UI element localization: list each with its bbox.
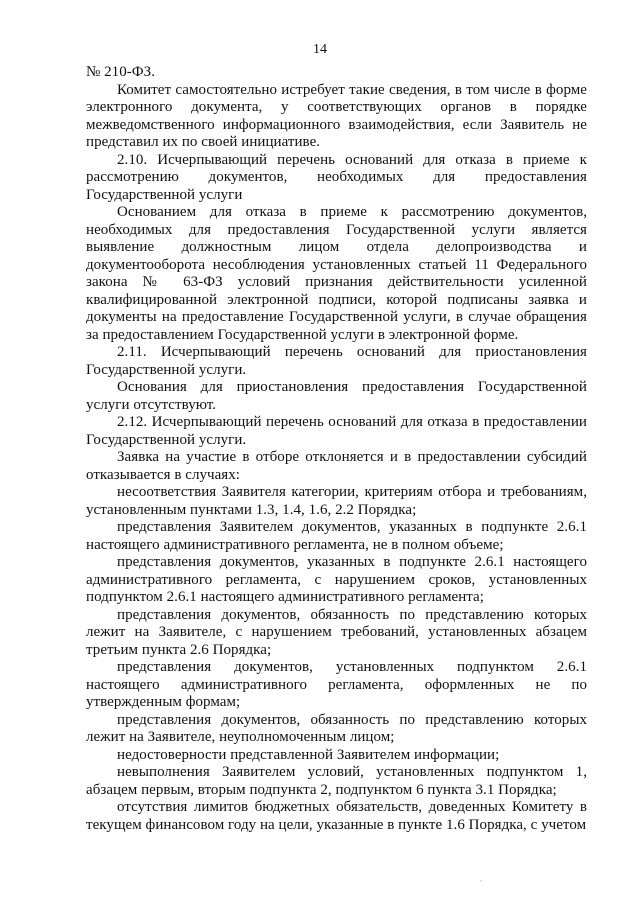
- paragraph-committee-requests-info: Комитет самостоятельно истребует такие сведения, в том числе в форме электронного документа, у соответствующих органов в порядке межведомственного информационного взаимодействия, если Заявитель не представил их по своей инициативе.: [86, 81, 587, 150]
- list-item-incomplete-documents: представления Заявителем документов, указанных в подпункте 2.6.1 настоящего административного регламента, не в полном объеме;: [86, 519, 587, 553]
- paragraph-2-11-heading: 2.11. Исчерпывающий перечень оснований для приостановления Государственной услуги.: [86, 344, 587, 378]
- page-number: 14: [313, 42, 327, 57]
- list-item-late-documents: представления документов, указанных в подпункте 2.6.1 настоящего административного регламента, с нарушением сроков, установленных подпунктом 2.6.1 настоящего административного регламента;: [86, 554, 587, 605]
- paragraph-2-10-body: Основанием для отказа в приеме к рассмотрению документов, необходимых для предоставления Государственной услуги является выявление должностным лицом отдела делопроизводства и документооборота несоблюдения установленных статьей 11 Федерального закона № 63-ФЗ условий признания действительности усиленной квалифицированной электронной подписи, которой подписаны заявка и документы на предоставление Государственной услуги, в случае обращения за предоставлением Государственной услуги в электронной форме.: [86, 204, 587, 343]
- list-item-requirements-violation: представления документов, обязанность по представлению которых лежит на Заявителе, с нарушением требований, установленных абзацем третьим пункта 2.6 Порядка;: [86, 606, 587, 658]
- scan-speck: [480, 880, 482, 882]
- paragraph-2-12-heading: 2.12. Исчерпывающий перечень оснований для отказа в предоставлении Государственной услуги.: [86, 414, 587, 448]
- list-item-wrong-forms: представления документов, установленных подпунктом 2.6.1 настоящего административного регламента, оформленных не по утвержденным формам;: [86, 659, 587, 710]
- paragraph-2-10-heading: 2.10. Исчерпывающий перечень оснований для отказа в приеме к рассмотрению документов, необходимых для предоставления Государственной услуги: [86, 151, 587, 203]
- list-item-conditions-not-met: невыполнения Заявителем условий, установленных подпунктом 1, абзацем первым, вторым подпункта 2, подпунктом 6 пункта 3.1 Порядка;: [86, 764, 587, 798]
- paragraph-2-11-body: Основания для приостановления предоставления Государственной услуги отсутствуют.: [86, 379, 587, 413]
- paragraph-2-12-intro: Заявка на участие в отборе отклоняется и в предоставлении субсидий отказывается в случаях:: [86, 449, 587, 483]
- document-body: [86, 64, 587, 834]
- list-item-no-budget-limits: отсутствия лимитов бюджетных обязательств, доведенных Комитету в текущем финансовом году на цели, указанные в пункте 1.6 Порядка, с учетом: [86, 799, 587, 833]
- list-item-unauthorized-person: представления документов, обязанность по представлению которых лежит на Заявителе, неуполномоченным лицом;: [86, 711, 587, 745]
- list-item-category-criteria: несоответствия Заявителя категории, критериям отбора и требованиям, установленным пунктами 1.3, 1.4, 1.6, 2.2 Порядка;: [86, 484, 587, 518]
- paragraph-law-reference: № 210-ФЗ.: [86, 64, 156, 80]
- list-item-unreliable-info: недостоверности представленной Заявителем информации;: [117, 746, 500, 763]
